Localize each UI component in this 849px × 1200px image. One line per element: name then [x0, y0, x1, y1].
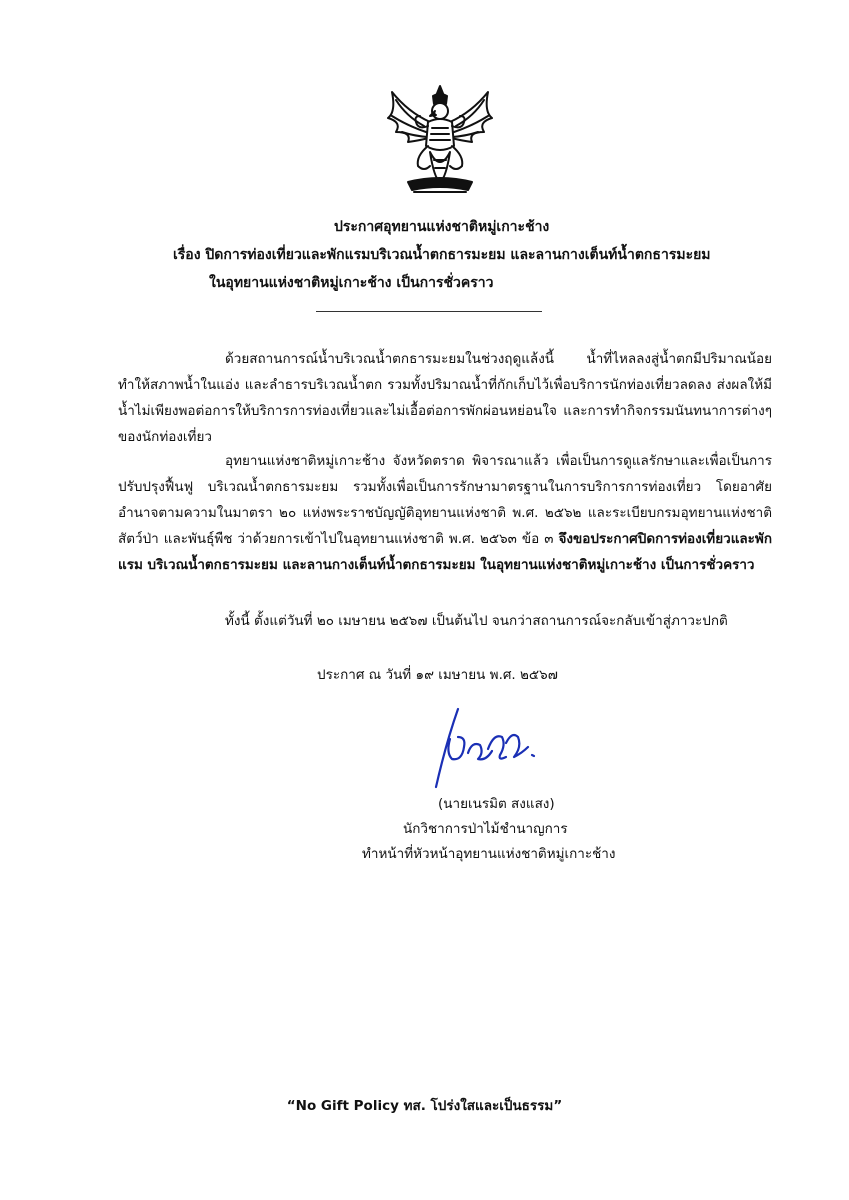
body-paragraph-3: ทั้งนี้ ตั้งแต่วันที่ ๒๐ เมษายน ๒๕๖๗ เป็นต้นไป จนกว่าสถานการณ์จะกลับเข้าสู่ภาวะปกติ	[225, 613, 728, 629]
body-paragraph-2	[118, 448, 772, 578]
announcement-title: ประกาศอุทยานแห่งชาติหมู่เกาะช้าง	[334, 219, 550, 235]
announcement-subject-continued: ในอุทยานแห่งชาติหมู่เกาะช้าง เป็นการชั่วคราว	[209, 275, 494, 291]
garuda-emblem-icon	[378, 82, 502, 198]
body-paragraph-2-bold-text: จึงขอประกาศปิดการท่องเที่ยวและพักแรม บริเวณน้ำตกธารมะยม และลานกางเต็นท์น้ำตกธารมะยม ในอุทยานแห่งชาติหมู่เกาะช้าง เป็นการชั่วคราว	[118, 531, 772, 573]
announce-date: ประกาศ ณ วันที่ ๑๙ เมษายน พ.ศ. ๒๕๖๗	[317, 667, 558, 683]
footer-slogan: “No Gift Policy ทส. โปร่งใสและเป็นธรรม”	[286, 1098, 563, 1114]
body-paragraph-2-text: อุทยานแห่งชาติหมู่เกาะช้าง จังหวัดตราด พิจารณาแล้ว เพื่อเป็นการดูแลรักษาและเพื่อเป็นการปรับปรุงฟื้นฟู บริเวณน้ำตกธารมะยม รวมทั้งเพื่อเป็นการรักษามาตรฐานในการบริการการท่องเที่ยว โดยอาศัยอำนาจตามความในมาตรา ๒๐ แห่งพระราชบัญญัติอุทยานแห่งชาติ พ.ศ. ๒๕๖๒ และระเบียบกรมอุทยานแห่งชาติ สัตว์ป่า และพันธุ์พืช ว่าด้วยการเข้าไปในอุทยานแห่งชาติ พ.ศ. ๒๕๖๓ ข้อ ๓	[118, 453, 772, 547]
announcement-subject: เรื่อง ปิดการท่องเที่ยวและพักแรมบริเวณน้ำตกธารมะยม และลานกางเต็นท์น้ำตกธารมะยม	[173, 247, 711, 263]
signatory-name: (นายเนรมิต สงแสง)	[438, 796, 555, 812]
body-paragraph-1: ด้วยสถานการณ์น้ำบริเวณน้ำตกธารมะยมในช่วงฤดูแล้งนี้ น้ำที่ไหลลงสู่น้ำตกมีปริมาณน้อย ทำให้สภาพน้ำในแอ่ง และลำธารบริเวณน้ำตก รวมทั้งปริมาณน้ำที่กักเก็บไว้เพื่อบริการนักท่องเที่ยวลดลง ส่งผลให้มีน้ำไม่เพียงพอต่อการให้บริการการท่องเที่ยวและไม่เอื้อต่อการพักผ่อนหย่อนใจ และการทำกิจกรรมนันทนาการต่างๆ ของนักท่องเที่ยว	[118, 351, 772, 445]
signatory-position: นักวิชาการป่าไม้ชำนาญการ	[403, 821, 568, 837]
signatory-role: ทำหน้าที่หัวหน้าอุทยานแห่งชาติหมู่เกาะช้าง	[362, 846, 616, 862]
handwritten-signature	[428, 703, 558, 795]
header-divider	[316, 311, 542, 312]
